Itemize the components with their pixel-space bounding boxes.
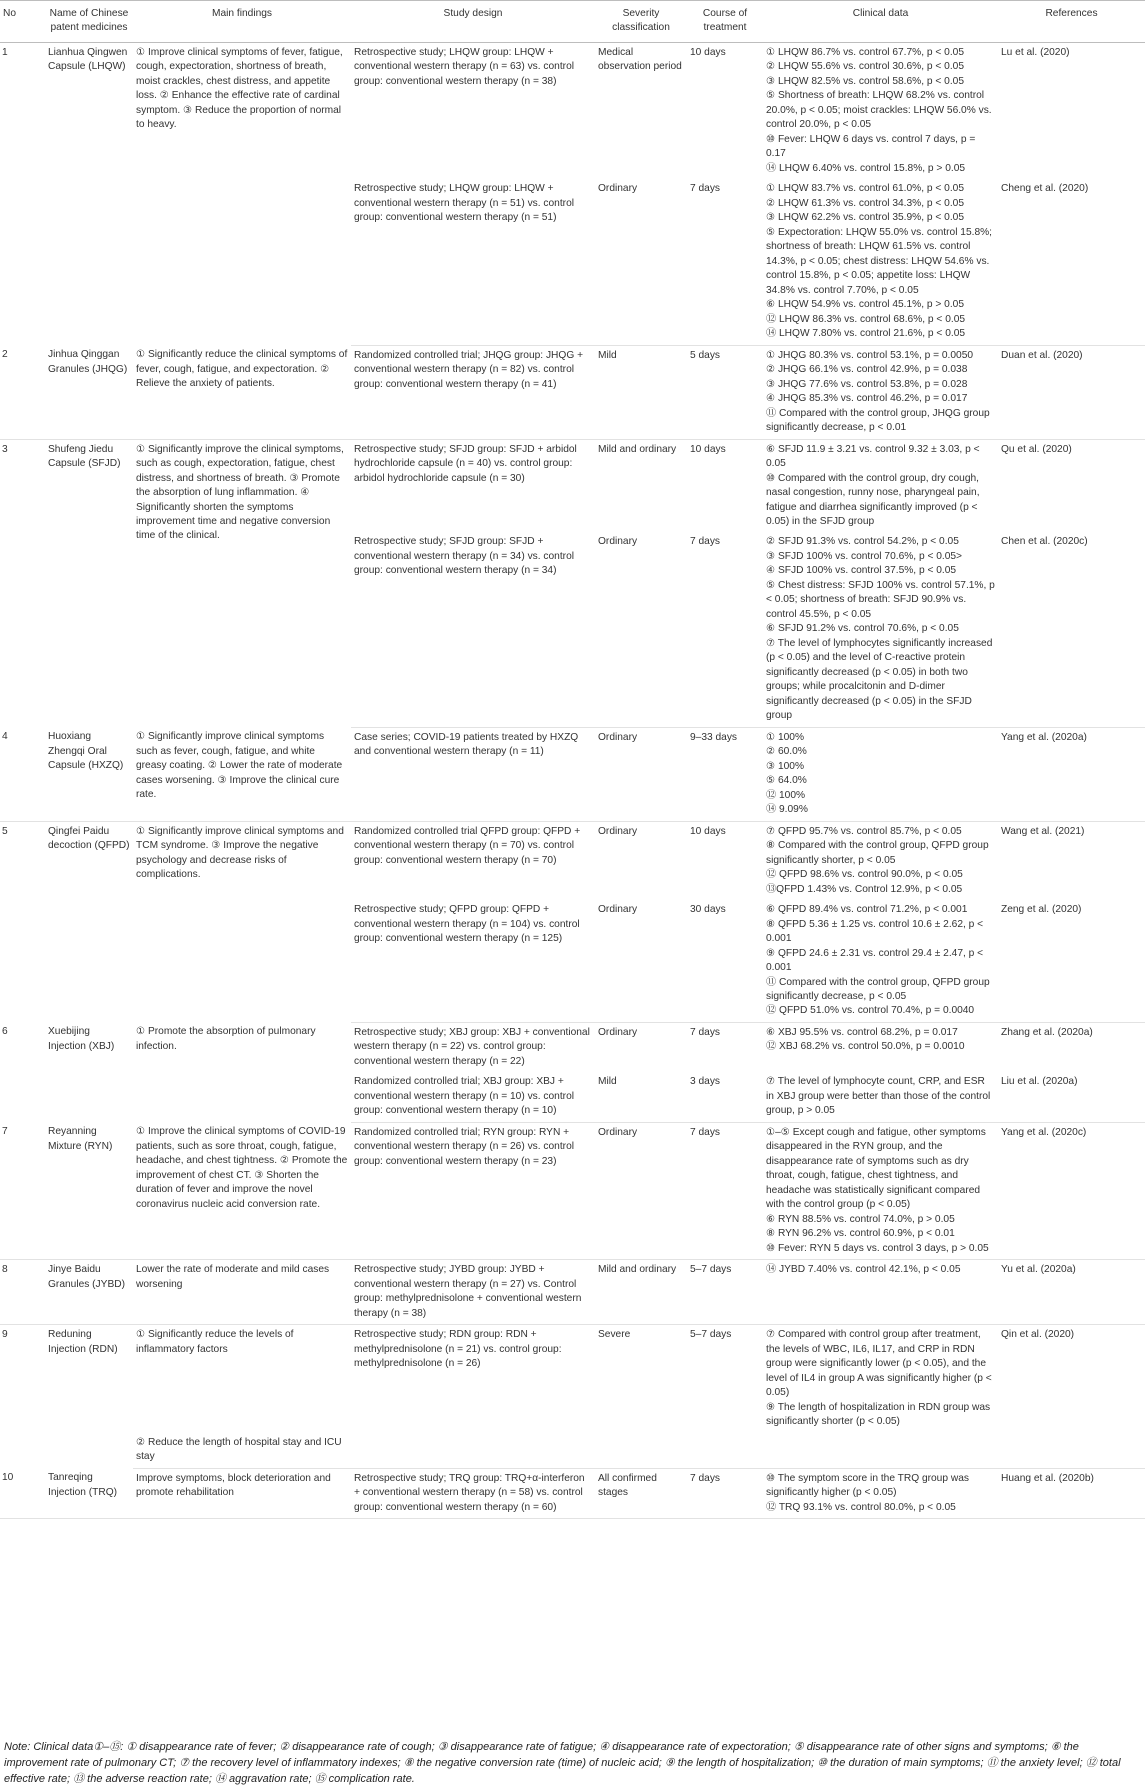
severity-classification: Ordinary xyxy=(598,1026,638,1038)
study-design: Retrospective study; XBJ group: XBJ + conventional western therapy (n = 22) vs. control group: conventional western therapy (n = 22) xyxy=(354,1026,590,1067)
study-design: Retrospective study; LHQW group: LHQW + conventional western therapy (n = 63) vs. control group: conventional western therapy (n = 38) xyxy=(354,46,574,87)
clinical-data-item: ⑨ The length of hospitalization in RDN group was significantly shorter (p < 0.05) xyxy=(766,1401,991,1428)
column-header-severity: Severity classification xyxy=(595,1,687,43)
clinical-data xyxy=(763,727,998,821)
clinical-data-item: ⑫ XBJ 68.2% vs. control 50.0%, p = 0.0010 xyxy=(766,1041,965,1053)
clinical-data xyxy=(763,179,998,345)
course-of-treatment: 7 days xyxy=(687,532,763,727)
clinical-data-item: ⑦ The level of lymphocytes significantly increased (p < 0.05) and the level of C-reactive protein significantly decreased (p < 0.05) in both two groups; while procalcitonin and D-dimer significantly decreased (p < 0.05) in the SFJD group xyxy=(766,637,993,722)
clinical-data-item: ⑭ JYBD 7.40% vs. control 42.1%, p < 0.05 xyxy=(766,1264,961,1276)
clinical-data-item: ⑭ LHQW 6.40% vs. control 15.8%, p > 0.05 xyxy=(766,162,966,174)
clinical-data-item: ⑤ Expectoration: LHQW 55.0% vs. control 15.8%; shortness of breath: LHQW 61.5% vs. control 14.3%, p < 0.05; chest distress: LHQW 54.6% vs. control 15.8%, p < 0.05; appetite loss: LHQW 34.8% vs. control 7.70%, p < 0.05 xyxy=(766,226,993,296)
row-number: 10 xyxy=(0,1468,45,1518)
clinical-data-item: ⑫ 100% xyxy=(766,789,806,801)
clinical-data-item: ⑧ Compared with the control group, QFPD group significantly shorter, p < 0.05 xyxy=(766,840,989,866)
study-design: Retrospective study; SFJD group: SFJD + arbidol hydrochloride capsule (n = 40) vs. control group: arbidol hydrochloride capsule (n = 30) xyxy=(354,443,577,484)
clinical-data-item: ⑪ Compared with the control group, JHQG group significantly decrease, p < 0.01 xyxy=(766,407,990,434)
clinical-data xyxy=(763,1260,998,1325)
clinical-data-item: ③ SFJD 100% vs. control 70.6%, p < 0.05> xyxy=(766,550,963,562)
medicine-name: Lianhua Qingwen Capsule (LHQW) xyxy=(48,46,128,73)
clinical-data-item: ② JHQG 66.1% vs. control 42.9%, p = 0.038 xyxy=(766,364,968,376)
clinical-data-item: ⑥ RYN 88.5% vs. control 74.0%, p > 0.05 xyxy=(766,1213,955,1225)
reference: Yang et al. (2020c) xyxy=(998,1122,1145,1259)
clinical-data-item: ⑨ QFPD 24.6 ± 2.31 vs. control 29.4 ± 2.47, p < 0.001 xyxy=(766,947,984,974)
clinical-data-item: ③ LHQW 82.5% vs. control 58.6%, p < 0.05 xyxy=(766,75,964,87)
clinical-data-item: ①–⑤ Except cough and fatigue, other symptoms disappeared in the RYN group, and the disappearance rate of symptoms such as dry throat, cough, fatigue, chest tightness, and headache was statistically significant compared with the control group (p < 0.05) xyxy=(766,1126,986,1211)
study-design: Retrospective study; QFPD group: QFPD + conventional western therapy (n = 104) vs. control group: conventional western therapy (n = 125) xyxy=(351,900,595,1022)
table-row xyxy=(0,1433,1145,1468)
main-findings: ① Significantly reduce the clinical symptoms of fever, cough, fatigue, and expectoration. ② Relieve the anxiety of patients. xyxy=(133,345,351,439)
medicine-name: Reyanning Mixture (RYN) xyxy=(45,1122,133,1259)
course-of-treatment: 5 days xyxy=(687,345,763,439)
course-of-treatment: 10 days xyxy=(690,825,726,837)
severity-classification: Mild xyxy=(595,1072,687,1122)
medicine-name: Jinye Baidu Granules (JYBD) xyxy=(45,1260,133,1325)
main-findings: ① Promote the absorption of pulmonary infection. xyxy=(136,1026,316,1052)
clinical-data-item: ② LHQW 61.3% vs. control 34.3%, p < 0.05 xyxy=(766,197,964,209)
main-findings: ② Reduce the length of hospital stay and ICU stay xyxy=(133,1433,351,1468)
severity-classification: Ordinary xyxy=(595,900,687,1022)
main-findings: ① Improve the clinical symptoms of COVID-19 patients, such as sore throat, cough, fatigue, headache, and chest tightness. ② Promote the improvement of chest CT. ③ Shorten the duration of fever and improve the novel coronavirus nucleic acid conversion rate. xyxy=(133,1122,351,1259)
clinical-data-item: ⑫ LHQW 86.3% vs. control 68.6%, p < 0.05 xyxy=(766,313,966,325)
table-row xyxy=(0,727,1145,821)
clinical-data-item: ④ JHQG 85.3% vs. control 46.2%, p = 0.017 xyxy=(766,393,968,405)
clinical-data xyxy=(763,42,998,179)
reference: Yu et al. (2020a) xyxy=(998,1260,1145,1325)
reference: Lu et al. (2020) xyxy=(1001,46,1070,58)
row-number: 7 xyxy=(0,1122,45,1259)
clinical-data-item: ④ SFJD 100% vs. control 37.5%, p < 0.05 xyxy=(766,565,957,577)
course-of-treatment: 5–7 days xyxy=(690,1329,732,1341)
clinical-data xyxy=(763,345,998,439)
table-row xyxy=(0,1325,1145,1433)
clinical-data-item: ⑪ Compared with the control group, QFPD group significantly decrease, p < 0.05 xyxy=(766,976,990,1002)
column-header-name: Name of Chinese patent medicines xyxy=(45,1,133,43)
severity-classification: Severe xyxy=(598,1329,631,1341)
severity-classification: Ordinary xyxy=(595,727,687,821)
table-row xyxy=(0,1122,1145,1259)
clinical-data-item: ⑫ QFPD 51.0% vs. control 70.4%, p = 0.0040 xyxy=(766,1005,975,1017)
table-row xyxy=(0,1022,1145,1072)
severity-classification xyxy=(595,1433,687,1468)
clinical-data-item: ⑩ Fever: RYN 5 days vs. control 3 days, p > 0.05 xyxy=(766,1242,989,1254)
clinical-data-item: ⑧ QFPD 5.36 ± 1.25 vs. control 10.6 ± 2.62, p < 0.001 xyxy=(766,918,984,945)
clinical-data xyxy=(763,1122,998,1259)
main-findings: ① Significantly reduce the levels of inflammatory factors xyxy=(136,1329,294,1355)
severity-classification: Ordinary xyxy=(595,1122,687,1259)
severity-classification: Ordinary xyxy=(595,532,687,727)
row-number: 4 xyxy=(0,727,45,821)
clinical-data-item: ⑤ Shortness of breath: LHQW 68.2% vs. control 20.0%, p < 0.05; moist crackles: LHQW 56.0% vs. control 20.0%, p < 0.05 xyxy=(766,90,992,131)
row-number: 8 xyxy=(0,1260,45,1325)
row-number: 5 xyxy=(2,825,8,837)
clinical-data xyxy=(763,439,998,532)
column-header-main-findings: Main findings xyxy=(133,1,351,43)
medicine-name: Tanreqing Injection (TRQ) xyxy=(45,1468,133,1518)
clinical-data-item: ⑦ QFPD 95.7% vs. control 85.7%, p < 0.05 xyxy=(766,825,962,837)
clinical-data xyxy=(763,1325,998,1433)
clinical-data-item: ⑥ SFJD 91.2% vs. control 70.6%, p < 0.05 xyxy=(766,623,959,635)
course-of-treatment: 9–33 days xyxy=(687,727,763,821)
column-header-study-design: Study design xyxy=(351,1,595,43)
reference: Zeng et al. (2020) xyxy=(998,900,1145,1022)
clinical-data-item: ⑤ 64.0% xyxy=(766,775,807,787)
clinical-data-item: ⑤ Chest distress: SFJD 100% vs. control 57.1%, p < 0.05; shortness of breath: SFJD 90.9% vs. control 45.5%, p < 0.05 xyxy=(766,579,995,620)
course-of-treatment: 10 days xyxy=(690,443,726,455)
clinical-data xyxy=(763,1433,998,1468)
clinical-data xyxy=(763,1072,998,1122)
course-of-treatment: 7 days xyxy=(687,179,763,345)
clinical-data-item: ⑦ Compared with control group after treatment, the levels of WBC, IL6, IL17, and CRP in RDN group were significantly lower (p < 0.05), and the level of IL4 in group A was significantly higher (p < 0.05) xyxy=(766,1329,992,1399)
severity-classification: Mild and ordinary xyxy=(598,443,677,455)
severity-classification: Ordinary xyxy=(595,179,687,345)
column-header-clinical-data: Clinical data xyxy=(763,1,998,43)
course-of-treatment: 7 days xyxy=(690,1026,721,1038)
clinical-data-item: ③ LHQW 62.2% vs. control 35.9%, p < 0.05 xyxy=(766,212,964,224)
reference: Duan et al. (2020) xyxy=(998,345,1145,439)
reference: Wang et al. (2021) xyxy=(1001,825,1085,837)
table-header xyxy=(0,1,1145,43)
medicine-name: Qingfei Paidu decoction (QFPD) xyxy=(48,825,130,852)
clinical-data-item: ⑭ 9.09% xyxy=(766,804,808,816)
clinical-data-item: ⑩ The symptom score in the TRQ group was significantly higher (p < 0.05) xyxy=(766,1472,969,1499)
main-findings: ① Significantly improve clinical symptoms such as fever, cough, fatigue, and white greasy coating. ② Lower the rate of moderate cases worsening. ③ Improve the clinical cure rate. xyxy=(133,727,351,821)
table-row xyxy=(0,42,1145,179)
course-of-treatment: 7 days xyxy=(687,1468,763,1518)
clinical-data-item: ① JHQG 80.3% vs. control 53.1%, p = 0.0050 xyxy=(766,349,974,361)
course-of-treatment: 30 days xyxy=(687,900,763,1022)
main-findings: Lower the rate of moderate and mild cases worsening xyxy=(133,1260,351,1325)
clinical-data-item: ② SFJD 91.3% vs. control 54.2%, p < 0.05 xyxy=(766,536,959,548)
study-design: Retrospective study; SFJD group: SFJD + conventional western therapy (n = 34) vs. control group: conventional western therapy (n = 34) xyxy=(351,532,595,727)
medicine-name: Xuebijing Injection (XBJ) xyxy=(48,1026,115,1052)
row-number: 3 xyxy=(2,443,8,455)
clinical-data xyxy=(763,1468,998,1518)
study-design: Retrospective study; JYBD group: JYBD + conventional western therapy (n = 27) vs. Control group: methylprednisolone + conventional western therapy (n = 38) xyxy=(351,1260,595,1325)
medicine-name: Reduning Injection (RDN) xyxy=(48,1329,118,1355)
table-row xyxy=(0,1260,1145,1325)
table-row xyxy=(0,345,1145,439)
clinical-data-item: ① LHQW 83.7% vs. control 61.0%, p < 0.05 xyxy=(766,183,964,195)
reference: Cheng et al. (2020) xyxy=(998,179,1145,345)
clinical-data-item: ⑥ SFJD 11.9 ± 3.21 vs. control 9.32 ± 3.03, p < 0.05 xyxy=(766,443,980,470)
clinical-data xyxy=(763,532,998,727)
course-of-treatment: 7 days xyxy=(687,1122,763,1259)
medicine-name: Jinhua Qinggan Granules (JHQG) xyxy=(45,345,133,439)
reference: Qin et al. (2020) xyxy=(1001,1329,1075,1341)
clinical-data-item: ⑬QFPD 1.43% vs. Control 12.9%, p < 0.05 xyxy=(766,883,963,895)
severity-classification: Ordinary xyxy=(598,825,638,837)
row-number: 1 xyxy=(2,46,8,58)
clinical-data-item: ⑫ TRQ 93.1% vs. control 80.0%, p < 0.05 xyxy=(766,1501,956,1513)
table-row xyxy=(0,1468,1145,1518)
clinical-data-item: ② LHQW 55.6% vs. control 30.6%, p < 0.05 xyxy=(766,61,964,73)
clinical-data xyxy=(763,1022,998,1072)
row-number: 9 xyxy=(2,1329,8,1341)
study-design: Retrospective study; RDN group: RDN + methylprednisolone (n = 21) vs. control group: methylprednisolone (n = 26) xyxy=(354,1329,562,1370)
study-design: Retrospective study; LHQW group: LHQW + conventional western therapy (n = 51) vs. control group: conventional western therapy (n = 51) xyxy=(351,179,595,345)
main-findings: ① Significantly improve clinical symptoms and TCM syndrome. ③ Improve the negative psychology and decrease risks of complications. xyxy=(136,825,344,881)
clinical-data-item: ⑭ LHQW 7.80% vs. control 21.6%, p < 0.05 xyxy=(766,328,966,340)
reference: Qu et al. (2020) xyxy=(1001,443,1072,455)
table-row xyxy=(0,439,1145,532)
main-findings: ① Improve clinical symptoms of fever, fatigue, cough, expectoration, shortness of breath, moist crackles, chest distress, and appetite loss. ② Enhance the effective rate of cardinal symptom. ③ Reduce the proportion of normal to heavy. xyxy=(136,46,343,131)
course-of-treatment: 5–7 days xyxy=(687,1260,763,1325)
course-of-treatment: 3 days xyxy=(687,1072,763,1122)
clinical-data-item: ① LHQW 86.7% vs. control 67.7%, p < 0.05 xyxy=(766,46,964,58)
clinical-data-item: ② 60.0% xyxy=(766,746,807,758)
reference: Huang et al. (2020b) xyxy=(998,1468,1145,1518)
clinical-data-item: ⑩ Compared with the control group, dry cough, nasal congestion, runny nose, pharyngeal pain, fatigue and diarrhea significantly improved (p < 0.05) in the SFJD group xyxy=(766,472,980,527)
study-design: Randomized controlled trial; JHQG group: JHQG + conventional western therapy (n = 82) vs. control group: conventional western therapy (n = 41) xyxy=(351,345,595,439)
note-text: Note: Clinical data①–⑮: ① disappearance rate of fever; ② disappearance rate of cough; ③ disappearance rate of fatigue; ④ disappearance rate of expectoration; ⑤ disappearance rate of other signs and symptoms; ⑥ the improvement rate of pulmonary CT; ⑦ the recovery level of inflammatory indexes; ⑧ the negative conversion rate (time) of nucleic acid; ⑨ the length of hospitalization; ⑩ the duration of main symptoms; ⑪ the anxiety level; ⑫ total effective rate; ⑬ the adverse reaction rate; ⑭ aggravation rate; ⑮ complication rate. xyxy=(4,1741,1121,1785)
clinical-data-item: ⑥ QFPD 89.4% vs. control 71.2%, p < 0.001 xyxy=(766,904,968,916)
reference: Chen et al. (2020c) xyxy=(998,532,1145,727)
table-note xyxy=(2,1740,1142,1788)
clinical-data-item: ⑥ XBJ 95.5% vs. control 68.2%, p = 0.017 xyxy=(766,1026,958,1038)
clinical-data-item: ⑦ The level of lymphocyte count, CRP, and ESR in XBJ group were better than those of the control group, p > 0.05 xyxy=(766,1076,991,1117)
reference xyxy=(998,1433,1145,1468)
study-design: Randomized controlled trial; XBJ group: XBJ + conventional western therapy (n = 10) vs. control group: conventional western therapy (n = 10) xyxy=(351,1072,595,1122)
table-row xyxy=(0,821,1145,900)
reference: Zhang et al. (2020a) xyxy=(1001,1026,1093,1038)
study-design: Randomized controlled trial; RYN group: RYN + conventional western therapy (n = 26) vs. control group: conventional western therapy (n = 23) xyxy=(351,1122,595,1259)
course-of-treatment: 10 days xyxy=(690,46,726,58)
severity-classification: Mild and ordinary xyxy=(595,1260,687,1325)
clinical-data-item: ③ 100% xyxy=(766,760,805,772)
severity-classification: All confirmed stages xyxy=(595,1468,687,1518)
study-design: Case series; COVID-19 patients treated by HXZQ and conventional western therapy (n = 11) xyxy=(351,727,595,821)
table-body xyxy=(0,42,1145,1518)
column-header-references: References xyxy=(998,1,1145,43)
medicine-name: Huoxiang Zhengqi Oral Capsule (HXZQ) xyxy=(45,727,133,821)
clinical-data-item: ① 100% xyxy=(766,731,805,743)
clinical-data xyxy=(763,821,998,900)
column-header-course: Course of treatment xyxy=(687,1,763,43)
clinical-data-item: ⑫ QFPD 98.6% vs. control 90.0%, p < 0.05 xyxy=(766,869,963,881)
main-findings: Improve symptoms, block deterioration and promote rehabilitation xyxy=(133,1468,351,1518)
study-design: Randomized controlled trial QFPD group: QFPD + conventional western therapy (n = 70) vs. control group: conventional western therapy (n = 70) xyxy=(354,825,581,866)
clinical-data xyxy=(763,900,998,1022)
study-design: Retrospective study; TRQ group: TRQ+α-interferon + conventional western therapy (n = 58) vs. control group: conventional western therapy (n = 60) xyxy=(351,1468,595,1518)
clinical-data-item: ⑧ RYN 96.2% vs. control 60.9%, p < 0.01 xyxy=(766,1228,955,1240)
study-design xyxy=(351,1433,595,1468)
reference: Yang et al. (2020a) xyxy=(998,727,1145,821)
clinical-data-item: ⑩ Fever: LHQW 6 days vs. control 7 days, p = 0.17 xyxy=(766,133,976,160)
medicine-name: Shufeng Jiedu Capsule (SFJD) xyxy=(48,443,121,470)
severity-classification: Mild xyxy=(595,345,687,439)
row-number: 6 xyxy=(2,1026,8,1038)
main-findings: ① Significantly improve the clinical symptoms, such as cough, expectoration, fatigue, chest distress, and shortness of breath. ③ Promote the absorption of lung inflammation. ④ Significantly shorten the symptoms improvement time and negative conversion time of the clinical. xyxy=(136,443,344,542)
column-header-no: No xyxy=(0,1,45,43)
reference: Liu et al. (2020a) xyxy=(998,1072,1145,1122)
clinical-data-item: ③ JHQG 77.6% vs. control 53.8%, p = 0.028 xyxy=(766,378,968,390)
course-of-treatment xyxy=(687,1433,763,1468)
row-number: 2 xyxy=(0,345,45,439)
clinical-data-item: ⑥ LHQW 54.9% vs. control 45.1%, p > 0.05 xyxy=(766,299,964,311)
severity-classification: Medical observation period xyxy=(598,46,682,73)
